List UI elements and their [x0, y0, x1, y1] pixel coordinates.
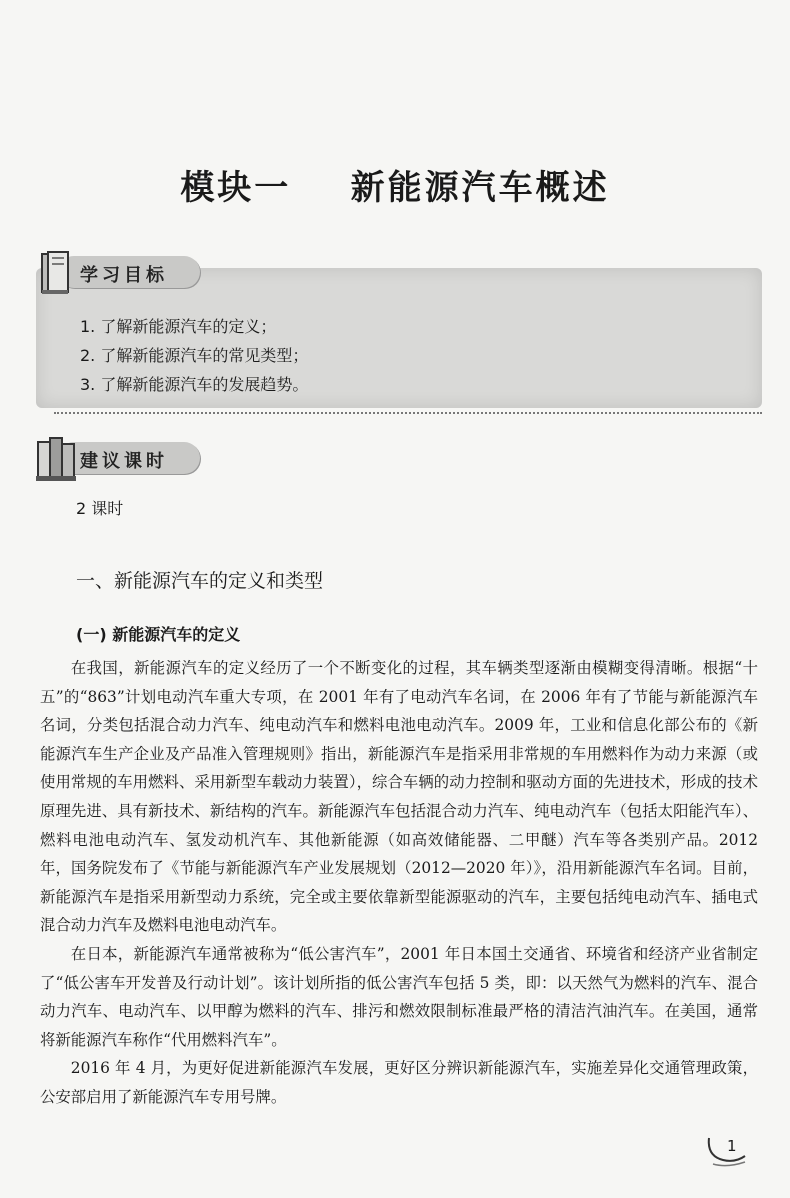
subsection-heading: (一) 新能源汽车的定义 [76, 625, 241, 644]
objective-item: 2. 了解新能源汽车的常见类型； [80, 346, 309, 365]
section-heading: 一、新能源汽车的定义和类型 [76, 570, 324, 592]
body-text [40, 654, 758, 1112]
hours-header [36, 436, 204, 480]
book-icon [36, 250, 76, 298]
objective-item: 3. 了解新能源汽车的发展趋势。 [80, 375, 309, 394]
page-number: 1 [727, 1137, 737, 1155]
objective-item: 1. 了解新能源汽车的定义； [80, 317, 277, 336]
page-corner-swoosh-icon [705, 1134, 747, 1168]
paragraph: 2016 年 4 月，为更好促进新能源汽车发展，更好区分辨识新能源汽车，实施差异化交通管理政策，公安部启用了新能源汽车专用号牌。 [40, 1059, 758, 1106]
hours-value: 2 课时 [76, 499, 124, 518]
paragraph: 在日本，新能源汽车通常被称为“低公害汽车”，2001 年日本国土交通省、环境省和经济产业省制定了“低公害车开发普及行动计划”。该计划所指的低公害汽车包括 5 类，即：以天然气为燃料的汽车、混合动力汽车、电动汽车、以甲醇为燃料的汽车、排污和燃效限制标准最严格的清洁汽油汽车。在美国，通常将新能源汽车称作“代用燃料汽车”。 [40, 944, 758, 1049]
hours-label: 建议课时 [80, 451, 168, 472]
objectives-label: 学习目标 [80, 265, 168, 286]
books-stack-icon [36, 436, 80, 484]
objectives-header [36, 250, 204, 294]
objectives-list [80, 312, 308, 399]
paragraph: 在我国，新能源汽车的定义经历了一个不断变化的过程，其车辆类型逐渐由模糊变得清晰。根据“十五”的“863”计划电动汽车重大专项，在 2001 年有了电动汽车名词，在 2006 年有了节能与新能源汽车名词，分类包括混合动力汽车、纯电动汽车和燃料电池电动汽车。2009 年，工业和信息化部公布的《新能源汽车生产企业及产品准入管理规则》指出，新能源汽车是指采用非常规的车用燃料作为动力来源（或使用常规的车用燃料、采用新型车载动力装置），综合车辆的动力控制和驱动方面的先进技术，形成的技术原理先进、具有新技术、新结构的汽车。新能源汽车包括混合动力汽车、纯电动汽车（包括太阳能汽车）、燃料电池电动汽车、氢发动机汽车、其他新能源（如高效储能器、二甲醚）汽车等各类别产品。2012 年，国务院发布了《节能与新能源汽车产业发展规划（2012—2020 年）》，沿用新能源汽车名词。目前，新能源汽车是指采用新型动力系统，完全或主要依靠新型能源驱动的汽车，主要包括纯电动汽车、插电式混合动力汽车及燃料电池电动汽车。 [40, 659, 758, 935]
page-number-badge [705, 1134, 747, 1168]
chapter-title: 模块一 新能源汽车概述 [180, 168, 610, 208]
